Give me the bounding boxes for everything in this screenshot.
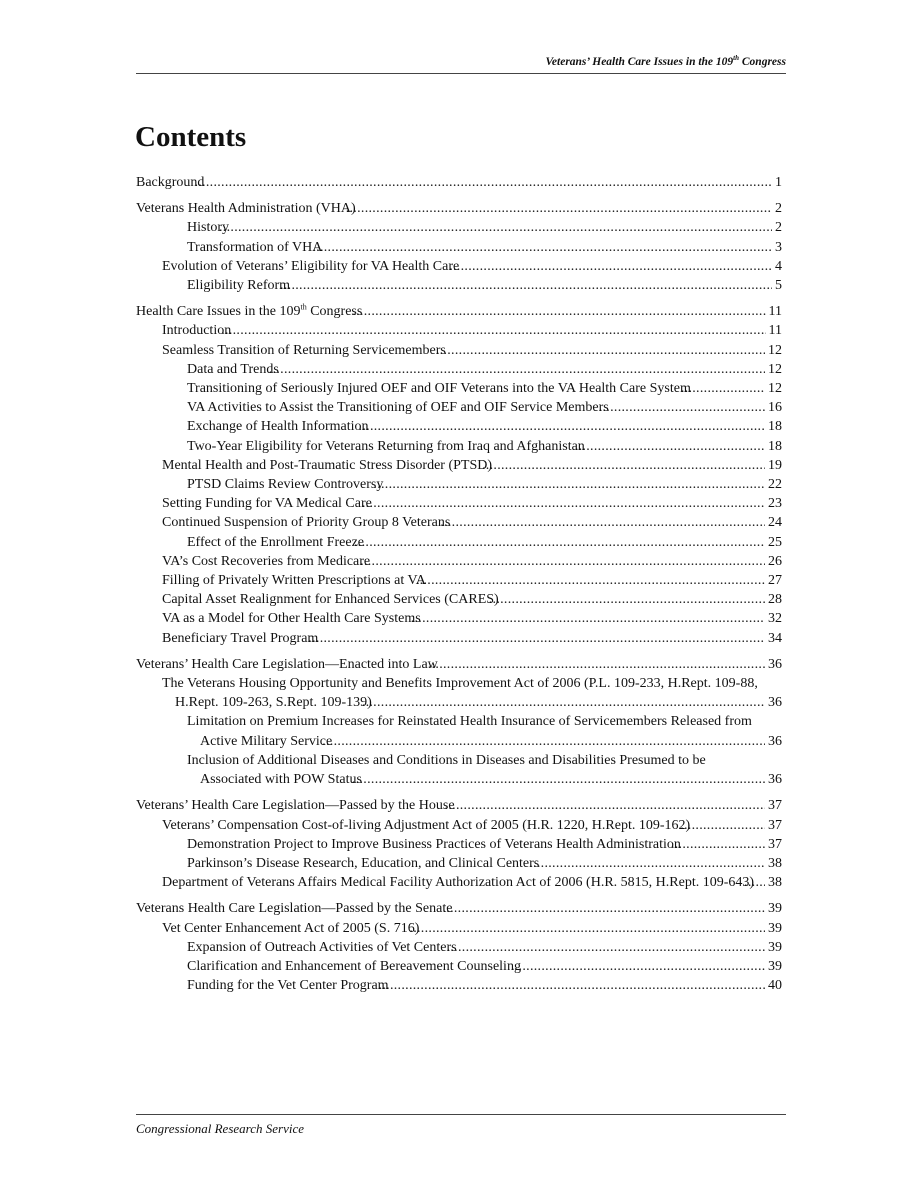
toc-entry[interactable] [136, 552, 782, 571]
toc-entry-page: 25 [765, 533, 782, 552]
toc-entry-title-text: Setting Funding for VA Medical Care [162, 496, 372, 512]
toc-entry-title-text: Transformation of VHA [187, 239, 323, 255]
toc-entry-page: 37 [765, 816, 782, 835]
toc-entry-title [162, 590, 765, 609]
toc-entry-page: 19 [765, 456, 782, 475]
toc-entry-title-text: Department of Veterans Affairs Medical Facility Authorization Act of 2006 (H.R. 5815, H.Rept. 109-643) [162, 875, 755, 891]
toc-entry-title [187, 854, 765, 873]
toc-entry[interactable] [136, 796, 782, 815]
toc-entry-page: 22 [765, 475, 782, 494]
toc-entry-page: 38 [765, 873, 782, 892]
toc-entry-title-text: Funding for the Vet Center Program [187, 978, 389, 994]
toc-entry[interactable] [136, 218, 782, 237]
toc-entry[interactable] [136, 494, 782, 513]
toc-entry-page: 3 [772, 238, 782, 257]
toc-entry-title [187, 218, 772, 237]
toc-entry-title-text: The Veterans Housing Opportunity and Benefits Improvement Act of 2006 (P.L. 109-233, H.Rept. 109-88, H.Rept. 109-263, S.Rept. 109-139) [162, 676, 758, 711]
toc-entry[interactable] [136, 475, 782, 494]
toc-entry[interactable] [136, 751, 782, 789]
toc-entry-page: 24 [765, 513, 782, 532]
toc-entry-title [187, 533, 765, 552]
toc-entry-title-text: Veterans’ Compensation Cost-of-living Adjustment Act of 2005 (H.R. 1220, H.Rept. 109-162) [162, 817, 691, 833]
toc-entry-page: 12 [765, 360, 782, 379]
toc-entry[interactable] [136, 976, 782, 995]
toc-entry-title [162, 552, 765, 571]
toc-entry-title-text: Capital Asset Realignment for Enhanced Services (CARES) [162, 592, 499, 608]
toc-entry-title [162, 674, 765, 712]
toc-entry[interactable] [136, 513, 782, 532]
toc-entry[interactable] [136, 417, 782, 436]
toc-entry-page: 39 [765, 957, 782, 976]
toc-entry-title-text: Effect of the Enrollment Freeze [187, 534, 364, 550]
toc-entry-title-text: Exchange of Health Information [187, 419, 369, 435]
toc-entry-page: 11 [766, 302, 782, 321]
toc-entry[interactable] [136, 360, 782, 379]
page-footer [136, 1114, 786, 1137]
toc-entry-page: 2 [772, 199, 782, 218]
toc-entry-title [162, 257, 772, 276]
toc-entry-title-text: Health Care Issues in the 109 [136, 304, 301, 320]
toc-entry-title-text: Vet Center Enhancement Act of 2005 (S. 716) [162, 920, 420, 936]
toc-entry[interactable] [136, 629, 782, 648]
toc-entry[interactable] [136, 835, 782, 854]
toc-entry-title [136, 199, 772, 218]
toc-entry[interactable] [136, 173, 782, 192]
toc-entry[interactable] [136, 238, 782, 257]
table-of-contents [136, 173, 782, 995]
toc-entry[interactable] [136, 854, 782, 873]
toc-entry-page: 36 [765, 693, 782, 712]
toc-entry[interactable] [136, 341, 782, 360]
toc-entry-title [187, 712, 765, 750]
toc-entry[interactable] [136, 276, 782, 295]
toc-entry-title [162, 919, 765, 938]
toc-entry-title [162, 629, 765, 648]
toc-entry[interactable] [136, 590, 782, 609]
toc-entry-title [162, 341, 765, 360]
toc-entry-title-text: Filling of Privately Written Prescriptions at VA [162, 573, 426, 589]
toc-entry-title [187, 957, 765, 976]
toc-entry-title [187, 437, 765, 456]
toc-entry-page: 18 [765, 437, 782, 456]
toc-entry-page: 12 [765, 379, 782, 398]
toc-entry-title [162, 816, 765, 835]
toc-entry-title [187, 398, 765, 417]
toc-entry-title [162, 873, 765, 892]
toc-entry-page: 27 [765, 571, 782, 590]
toc-entry-title-text: VA as a Model for Other Health Care Systems [162, 611, 421, 627]
toc-entry-title [187, 276, 772, 295]
toc-entry[interactable] [136, 398, 782, 417]
toc-entry-page: 34 [765, 629, 782, 648]
toc-entry-title-text: Transitioning of Seriously Injured OEF and OIF Veterans into the VA Health Care System [187, 381, 691, 397]
toc-entry-title-text: Veterans Health Administration (VHA) [136, 201, 356, 217]
toc-entry-title [162, 321, 766, 340]
toc-entry[interactable] [136, 302, 782, 321]
toc-entry-title-text: Veterans’ Health Care Legislation—Passed by the House [136, 798, 455, 814]
toc-entry-page: 39 [765, 919, 782, 938]
toc-entry-title-sup: th [300, 302, 307, 312]
running-header-prefix: Veterans’ Health Care Issues in the 109 [545, 55, 734, 68]
toc-entry-title [187, 976, 765, 995]
toc-entry-title-text: Limitation on Premium Increases for Reinstated Health Insurance of Servicemembers Released from Active Military Service [187, 714, 752, 749]
toc-entry-title [162, 571, 765, 590]
toc-entry-title [187, 751, 765, 789]
toc-entry-page: 36 [765, 770, 782, 789]
toc-entry[interactable] [136, 919, 782, 938]
toc-entry-title [136, 173, 772, 192]
toc-entry[interactable] [136, 899, 782, 918]
toc-entry-title [187, 379, 765, 398]
toc-entry-title [136, 796, 765, 815]
toc-entry[interactable] [136, 379, 782, 398]
toc-entry-title-text: VA’s Cost Recoveries from Medicare [162, 553, 371, 569]
toc-entry-title [162, 456, 765, 475]
toc-entry-page: 36 [765, 732, 782, 751]
toc-entry-page: 37 [765, 796, 782, 815]
toc-entry-title-text: Continued Suspension of Priority Group 8 Veterans [162, 515, 451, 531]
toc-entry-title-suffix: Congress [306, 304, 363, 320]
toc-entry-page: 18 [765, 417, 782, 436]
toc-entry-title-text: Introduction [162, 323, 232, 339]
toc-entry-title [136, 899, 765, 918]
toc-entry[interactable] [136, 257, 782, 276]
toc-entry[interactable] [136, 957, 782, 976]
running-header-suffix: Congress [739, 55, 786, 68]
toc-entry-title [136, 655, 765, 674]
toc-entry[interactable] [136, 873, 782, 892]
toc-entry[interactable] [136, 533, 782, 552]
toc-entry-page: 5 [772, 276, 782, 295]
toc-entry-title [162, 609, 765, 628]
toc-entry-title-text: Eligibility Reform [187, 278, 291, 294]
toc-entry[interactable] [136, 321, 782, 340]
toc-entry-title-text: Beneficiary Travel Program [162, 630, 319, 646]
toc-entry-page: 39 [765, 938, 782, 957]
toc-entry-page: 36 [765, 655, 782, 674]
toc-entry-page: 40 [765, 976, 782, 995]
toc-entry-page: 32 [765, 609, 782, 628]
toc-entry[interactable] [136, 199, 782, 218]
toc-entry-title [162, 494, 765, 513]
toc-entry-page: 37 [765, 835, 782, 854]
toc-entry-page: 39 [765, 899, 782, 918]
toc-entry[interactable] [136, 674, 782, 712]
toc-entry-page: 4 [772, 257, 782, 276]
toc-entry[interactable] [136, 712, 782, 750]
toc-entry-title [187, 475, 765, 494]
toc-entry-title-text: Seamless Transition of Returning Servicemembers [162, 342, 446, 358]
toc-entry[interactable] [136, 571, 782, 590]
toc-entry-page: 1 [772, 173, 782, 192]
toc-entry-title [187, 417, 765, 436]
toc-entry-title [187, 360, 765, 379]
toc-entry-title-text: Background [136, 175, 205, 190]
toc-entry-title [187, 938, 765, 957]
toc-entry-title-text: Clarification and Enhancement of Bereavement Counseling [187, 958, 521, 974]
toc-entry[interactable] [136, 938, 782, 957]
toc-entry-title-text: PTSD Claims Review Controversy [187, 477, 384, 493]
toc-entry-title [187, 238, 772, 257]
page-title: Contents [135, 121, 247, 153]
toc-entry-page: 28 [765, 590, 782, 609]
toc-entry-title [136, 302, 766, 321]
toc-entry[interactable] [136, 816, 782, 835]
toc-entry-title-text: Evolution of Veterans’ Eligibility for VA Health Care [162, 258, 460, 274]
toc-entry-page: 16 [765, 398, 782, 417]
toc-entry-title [187, 835, 765, 854]
toc-entry-page: 11 [766, 321, 782, 340]
toc-entry-title-text: Veterans Health Care Legislation—Passed by the Senate [136, 901, 453, 917]
toc-entry-title-text: Veterans’ Health Care Legislation—Enacted into Law [136, 656, 438, 672]
toc-entry-page: 38 [765, 854, 782, 873]
toc-entry-title-text: Expansion of Outreach Activities of Vet Centers [187, 939, 457, 955]
toc-entry-title-text: Parkinson’s Disease Research, Education, and Clinical Centers [187, 855, 540, 871]
toc-entry[interactable] [136, 456, 782, 475]
toc-entry-title-text: History [187, 220, 229, 236]
toc-entry-page: 2 [772, 218, 782, 237]
toc-entry-title-text: Two-Year Eligibility for Veterans Returning from Iraq and Afghanistan [187, 438, 585, 454]
toc-entry-title-text: Mental Health and Post-Traumatic Stress Disorder (PTSD) [162, 457, 492, 473]
toc-entry[interactable] [136, 609, 782, 628]
toc-entry-title [162, 513, 765, 532]
running-header-sup: th [733, 54, 740, 62]
toc-entry-page: 26 [765, 552, 782, 571]
toc-entry-title-text: Data and Trends [187, 361, 279, 377]
toc-entry[interactable] [136, 437, 782, 456]
footer-text: Congressional Research Service [136, 1121, 304, 1136]
toc-entry-title-text: Inclusion of Additional Diseases and Conditions in Diseases and Disabilities Presumed to be Associated with POW Status [187, 752, 706, 788]
toc-entry-page: 12 [765, 341, 782, 360]
toc-entry[interactable] [136, 655, 782, 674]
toc-entry-title-text: Demonstration Project to Improve Business Practices of Veterans Health Administration [187, 836, 681, 852]
toc-entry-title-text: VA Activities to Assist the Transitioning of OEF and OIF Service Members [187, 400, 609, 416]
running-header [136, 54, 786, 74]
toc-entry-page: 23 [765, 494, 782, 513]
